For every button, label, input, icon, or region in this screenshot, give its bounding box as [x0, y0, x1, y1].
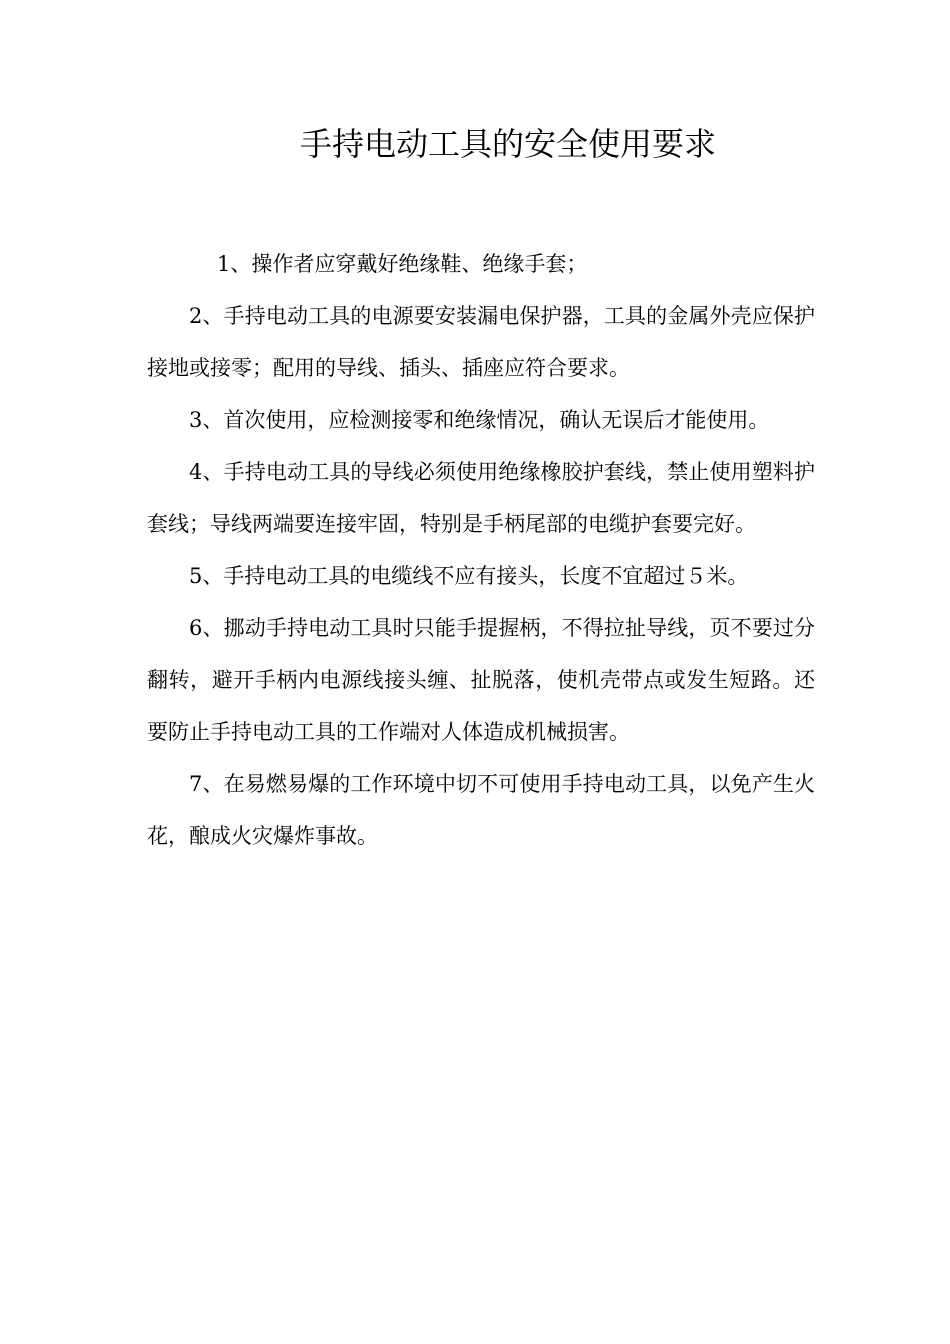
document-title: 手持电动工具的安全使用要求	[299, 125, 716, 163]
paragraph-2: 2、手持电动工具的电源要安装漏电保护器，工具的金属外壳应保护接地或接零；配用的导线、插头、插座应符合要求。	[147, 304, 815, 380]
paragraph-3: 3、首次使用，应检测接零和绝缘情况，确认无误后才能使用。	[189, 408, 770, 432]
document-body	[147, 238, 815, 862]
paragraph-1: 1、操作者应穿戴好绝缘鞋、绝缘手套；	[217, 252, 588, 276]
paragraph-5: 5、手持电动工具的电缆线不应有接头，长度不宜超过５米。	[189, 564, 749, 588]
paragraph-7: 7、在易燃易爆的工作环境中切不可使用手持电动工具，以免产生火花，酿成火灾爆炸事故。	[147, 772, 815, 848]
paragraph-4: 4、手持电动工具的导线必须使用绝缘橡胶护套线，禁止使用塑料护套线；导线两端要连接牢固，特别是手柄尾部的电缆护套要完好。	[147, 460, 815, 536]
paragraph-6: 6、挪动手持电动工具时只能手提握柄，不得拉扯导线，页不要过分翻转，避开手柄内电源线接头缠、扯脱落，使机壳带点或发生短路。还要防止手持电动工具的工作端对人体造成机械损害。	[147, 616, 815, 744]
